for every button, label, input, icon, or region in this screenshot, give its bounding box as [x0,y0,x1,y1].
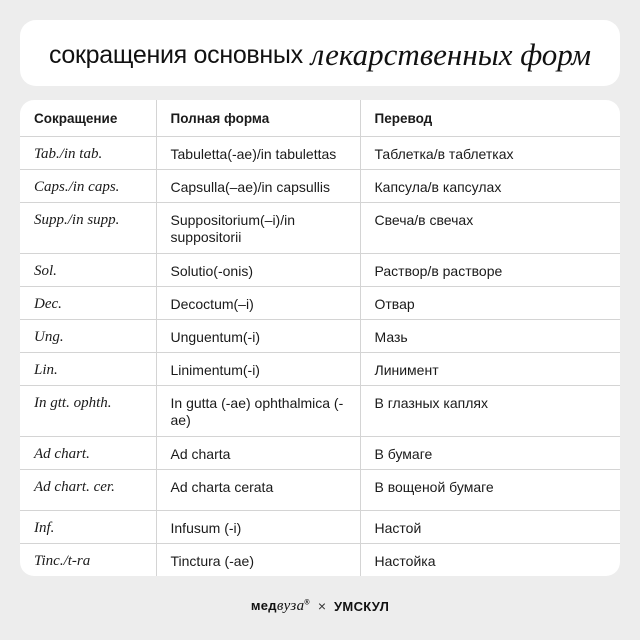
title-sans-part: сокращения основных [48,40,303,69]
full-form-cell: Solutio(-onis) [156,253,360,286]
translation-cell: Мазь [360,319,620,352]
translation-cell: Свеча/в свечах [360,202,620,253]
full-form-cell: Linimentum(-i) [156,352,360,385]
translation-cell: Таблетка/в таблетках [360,136,620,169]
abbreviations-table-card [20,100,620,576]
table-row [20,436,620,469]
full-form-cell: Tabuletta(-ae)/in tabulettas [156,136,360,169]
header-translation: Перевод [360,100,620,136]
medvuza-logo-part-a: мед [250,597,277,613]
title-serif-part: лекарственных форм [310,37,592,72]
full-form-cell: Ad charta cerata [156,469,360,510]
translation-cell: Отвар [360,286,620,319]
translation-cell: Настой [360,510,620,543]
full-form-cell: Capsulla(–ae)/in capsullis [156,169,360,202]
table-row [20,286,620,319]
medvuza-logo-part-b: вуза [276,597,305,614]
abbreviations-table [20,100,620,576]
abbr-cell: Tab./in tab. [20,136,156,169]
abbr-cell: Ad chart. cer. [20,469,156,510]
title-card [20,20,620,86]
table-row [20,169,620,202]
full-form-cell: Decoctum(–i) [156,286,360,319]
header-abbreviation: Сокращение [20,100,156,136]
translation-cell: В глазных каплях [360,385,620,436]
table-row [20,543,620,576]
medvuza-logo [251,598,310,615]
translation-cell: В вощеной бумаге [360,469,620,510]
abbr-cell: Sol. [20,253,156,286]
umskul-logo: УМСКУЛ [334,598,390,614]
full-form-cell: Suppositorium(–i)/in suppositorii [156,202,360,253]
abbr-cell: Dec. [20,286,156,319]
full-form-cell: Infusum (-i) [156,510,360,543]
table-row [20,352,620,385]
cross-separator-icon: × [317,598,327,614]
full-form-cell: Unguentum(-i) [156,319,360,352]
translation-cell: Капсула/в капсулах [360,169,620,202]
translation-cell: Настойка [360,543,620,576]
table-row [20,510,620,543]
table-row [20,469,620,510]
table-row [20,385,620,436]
abbr-cell: In gtt. ophth. [20,385,156,436]
abbr-cell: Inf. [20,510,156,543]
translation-cell: В бумаге [360,436,620,469]
table-row [20,202,620,253]
abbr-cell: Tinc./t-ra [34,552,91,569]
registered-mark: ® [304,599,310,607]
header-full-form: Полная форма [156,100,360,136]
abbr-cell: Lin. [20,352,156,385]
table-row [20,319,620,352]
abbr-cell: Supp./in supp. [20,202,156,253]
full-form-cell: Tinctura (-ae) [156,543,360,576]
full-form-cell: Ad charta [156,436,360,469]
table-header-row [20,100,620,136]
footer-branding [0,594,640,618]
abbr-cell: Ung. [20,319,156,352]
abbr-cell: Caps./in caps. [20,169,156,202]
table-row [20,253,620,286]
table-row [20,136,620,169]
translation-cell: Линимент [360,352,620,385]
full-form-cell: In gutta (-ae) ophthalmica (-ae) [156,385,360,436]
abbr-cell: Ad chart. [20,436,156,469]
translation-cell: Раствор/в растворе [360,253,620,286]
